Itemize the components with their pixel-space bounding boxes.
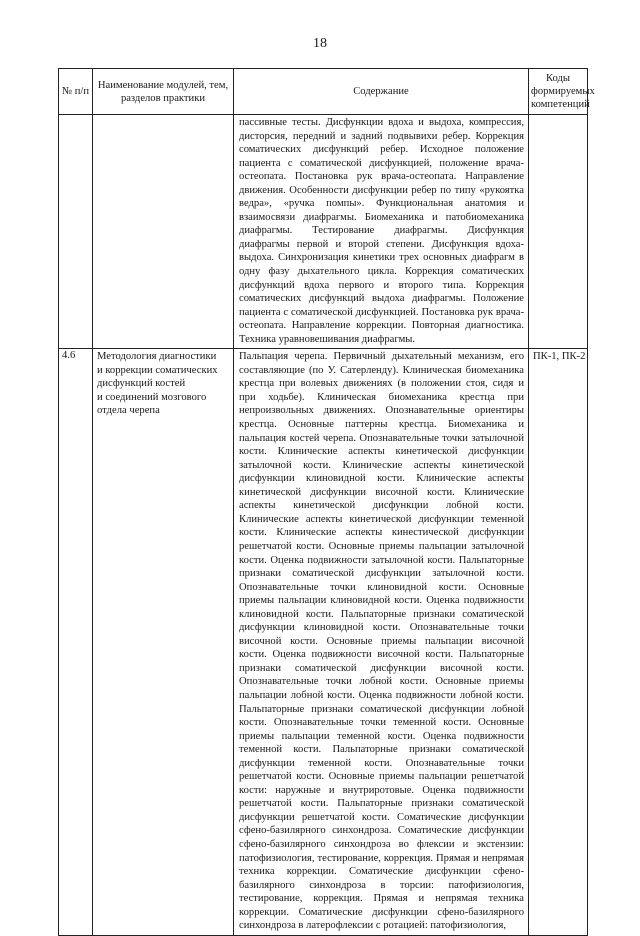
row-codes: ПК-1, ПК-2 xyxy=(529,349,588,936)
row-num: 4.6 xyxy=(59,349,93,936)
header-codes: Коды формируемых компетенций xyxy=(529,69,588,115)
table-row xyxy=(59,349,588,936)
row-module xyxy=(93,349,234,936)
module-line: и коррекции соматических xyxy=(97,364,218,376)
row-num xyxy=(59,115,93,349)
row-content: пассивные тесты. Дисфункции вдоха и выдоха, компрессия, дисторсия, передний и задний подвывихи ребер. Коррекция соматических дисфункций ребер. Исходное положение пациента с соматической дисфункцией, положение врача-остеопата. Постановка рук врача-остеопата. Направление движения. Особенности дисфункции ребер по типу «рукоятка ведра», «ручка помпы». Функциональная анатомия и взаимосвязи диафрагмы. Биомеханика и патобиомеханика диафрагмы. Тестирование диафрагмы. Дисфункция диафрагмы первой и второй степени. Дисфункция вдоха-выдоха. Синхронизация кинетики трех основных диафрагм в одну фазу дыхательного цикла. Коррекция соматических дисфункций вдоха первого и второго типа. Коррекция соматических дисфункций выдоха диафрагмы. Положение пациента с соматической дисфункцией. Постановка рук врача-остеопата. Направление коррекции. Повторная диагностика. Техника уравновешивания диафрагмы. xyxy=(234,115,529,349)
table-row xyxy=(59,115,588,349)
header-num: № п/п xyxy=(59,69,93,115)
page-number: 18 xyxy=(313,36,327,51)
table-header-row xyxy=(59,69,588,115)
module-line: дисфункций костей xyxy=(97,378,186,390)
row-content: Пальпация черепа. Первичный дыхательный механизм, его составляющие (по У. Сатерленду). Клиническая биомеханика крестца при волевых движениях (в положении стоя, сидя и при ходьбе). Клиническая биомеханика крестца при непроизвольных движениях. Опознавательные ориентиры крестца. Основные паттерны крестца. Биомеханика и пальпация костей черепа. Опознавательные точки затылочной кости. Клинические аспекты кинетической дисфункции затылочной кости. Клинические аспекты кинетической дисфункции клиновидной кости. Клинические аспекты кинетической дисфункции височной кости. Клинические аспекты кинетической дисфункции лобной кости. Клинические аспекты кинетической дисфункции теменной кости. Клинические аспекты кинестической дисфункции решетчатой кости. Основные приемы пальпации затылочной кости. Оценка подвижности затылочной кости. Пальпаторные признаки соматической дисфункции затылочной кости. Опознавательные точки клиновидной кости. Основные приемы пальпации клиновидной кости. Оценка подвижности клиновидной кости. Пальпаторные признаки соматической дисфункции клиновидной кости. Опознавательные точки височной кости. Основные приемы пальпации височной кости. Оценка подвижности височной кости. Пальпаторные признаки соматической дисфункции височной кости. Опознавательные точки лобной кости. Основные приемы пальпации лобной кости. Оценка подвижности лобной кости. Пальпаторные признаки соматической дисфункции лобной кости. Опознавательные точки теменной кости. Основные приемы пальпации теменной кости. Оценка подвижности теменной кости. Пальпаторные признаки соматической дисфункции теменной кости. Опознавательные точки решетчатой кости. Основные приемы пальпации решетчатой кости: наружные и внутриротовые. Оценка подвижности решетчатой кости. Пальпаторные признаки соматической дисфункции решетчатой кости. Соматические дисфункции сфено-базилярного синхондроза. Соматические дисфункции сфено-базилярного синхондроза во флексии и экстензии: патофизиология, тестирование, коррекция. Прямая и непрямая техника коррекции. Соматические дисфункции сфено-базилярного синхондроза в торсии: патофизиология, тестирование, коррекция. Прямая и непрямая техника коррекции. Соматические дисфункции сфено-базилярного синхондроза в латерофлексии с ротацией: патофизиология, xyxy=(234,349,529,936)
row-codes xyxy=(529,115,588,349)
module-line: отдела черепа xyxy=(97,405,160,417)
row-module xyxy=(93,115,234,349)
header-module: Наименование модулей, тем, разделов практики xyxy=(93,69,234,115)
header-content: Содержание xyxy=(234,69,529,115)
module-line: и соединений мозгового xyxy=(97,391,207,403)
module-line: Методология диагностики xyxy=(97,351,217,363)
curriculum-table xyxy=(58,68,595,936)
